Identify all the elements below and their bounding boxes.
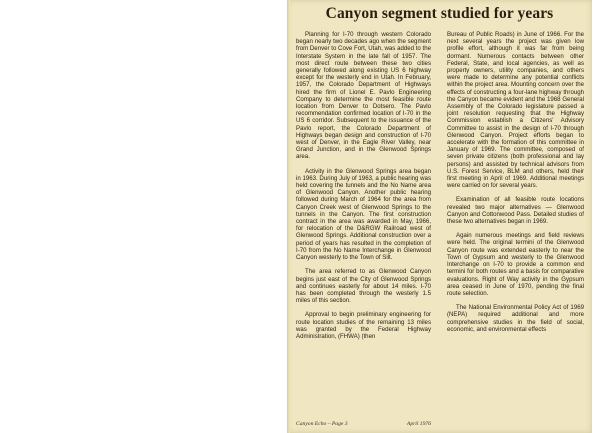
paragraph: Bureau of Public Roads) in June of 1966. For the next several years the project was given low profile effort, although it was far from being dormant. Numerous contacts between other Federal, State, and local agencies, as well as property owners, utility companies, and others were made to determine any potential conflicts within the project area. Mounting concern over the effects of constructing a four-lane highway through the Canyon became evident and the 1968 General Assembly of the Colorado legislature passed a joint resolution requesting that the Highway Commission establish a Citizens' Advisory Committee to assist in the design of I-70 through Glenwood Canyon. Project efforts began to accelerate with the formation of this committee in January of 1969. The committee, composed of seven private citizens (both professional and lay persons) and assisted by technical advisors from U.S. Forest Service, BLM and others, held their first meeting in April of 1969. Additional meetings were carried on for several years. [447, 31, 584, 190]
paragraph: The area referred to as Glenwood Canyon begins just east of the City of Glenwood Springs and continues easterly for about 14 miles. I-70 has been completed through the westerly 1.5 miles of this section. [296, 268, 431, 305]
paragraph: Examination of all feasible route locations revealed two major alternatives — Glenwood Canyon and Cottonwood Pass. Detailed studies of these two alternatives began in 1969. [447, 196, 584, 226]
paragraph: Approval to begin preliminary engineering for route location studies of the remaining 13 miles was granted by the Federal Highway Administration, (FHWA) (then [296, 311, 431, 340]
paragraph: Activity in the Glenwood Springs area began in 1963. During July of 1963, a public hearing was held covering the tunnels and the No Name area of Glenwood Canyon. Another public hearing followed during March of 1964 for the area from Canyon Creek west of Glenwood Springs to the tunnels in the Canyon. The first construction contract in the area was awarded in May, 1966, for relocation of the D&RGW Railroad west of Glenwood Springs. Additional construction over a period of years has resulted in the completion of I-70 from the No Name Interchange in Glenwood Canyon westerly to the Town of Silt. [296, 167, 431, 262]
paragraph: Again numerous meetings and field reviews were held. The original termini of the Glenwood Canyon route was extended easterly to near the Town of Gypsum and westerly to the Glenwood Interchange on I-70 to provide a common end termini for both routes and a basis for comparative evaluations. Right of Way activity in the Gypsum area ceased in June of 1970, pending the final route selection. [447, 232, 584, 297]
newsletter-page [287, 0, 592, 433]
article-column-right [447, 31, 584, 429]
paragraph: Planning for I-70 through western Colorado began nearly two decades ago when the segment from Denver to Cove Fort, Utah, was added to the Interstate System in the late fall of 1957. The most direct route between these two cities generally followed along existing US 6 highway except for the westerly end in Utah. In February, 1957, the Colorado Department of Highways hired the firm of Lionel E. Pavlo Engineering Company to determine the most feasible route location from Denver to Dotsero. The Pavlo recommendation confirmed location of I-70 in the US 6 corridor. Subsequent to the issuance of the Pavlo report, the Colorado Department of Highways began design and construction of I-70 west of Denver, in the Eagle River Valley, near Grand Junction, and in the Glenwood Springs area. [296, 31, 431, 161]
article-column-left [296, 31, 431, 429]
page-footer [296, 421, 431, 427]
paragraph: The National Environmental Policy Act of 1969 (NEPA) required additional and more comprehensive studies in the field of social, economic, and environmental effects [447, 304, 584, 333]
footer-publication: Canyon Echo – Page 3 [296, 421, 348, 427]
page-fold-shadow [287, 0, 290, 433]
article-headline: Canyon segment studied for years [325, 5, 554, 22]
footer-date: April 1976 [406, 421, 431, 427]
